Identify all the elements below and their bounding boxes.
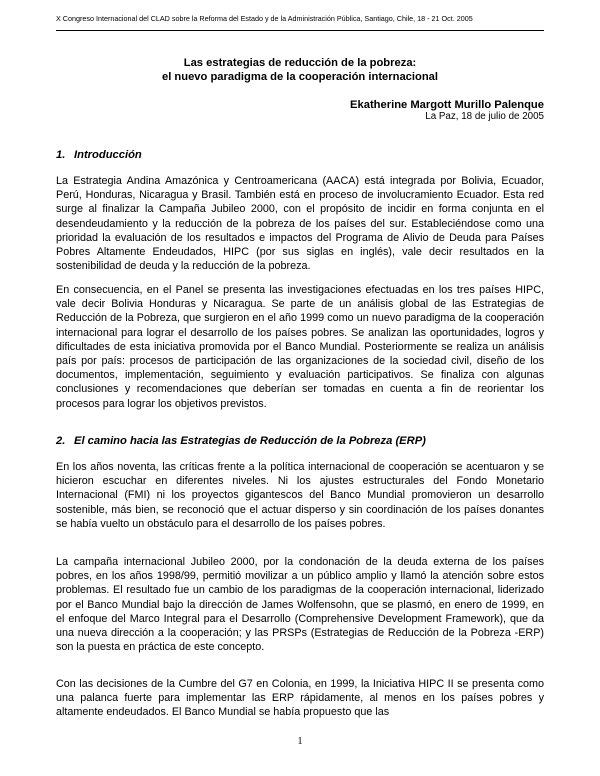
title-line-2: el nuevo paradigma de la cooperación internacional bbox=[161, 71, 439, 83]
paragraph-2-1: En los años noventa, las críticas frente a la política internacional de cooperación se acentuaron y se hicieron escuchar en diferentes niveles. Ni los ajustes estructurales del Fondo Monetario Internacional (FMI) ni los proyectos gigantescos del Banco Mundial promovieron un desarrollo sostenible, más bien, se reconoció que el actuar disperso y sin coordinación de los países donantes se había vuelto un obstáculo para el desarrollo de los países pobres. bbox=[56, 461, 544, 530]
section-title: Introducción bbox=[74, 149, 142, 161]
paragraph-1-2: En consecuencia, en el Panel se presenta las investigaciones efectuadas en los tres países HIPC, vale decir Bolivia Honduras y Nicaragua. Se parte de un análisis global de las Estrategias de Reducción de la Pobreza, que surgieron en el año 1999 como un nuevo paradigma de la cooperación internacional para lograr el desarrollo de los países pobres. Se analizan las oportunidades, logros y dificultades de esta iniciativa promovida por el Banco Mundial. Posteriormente se realiza un análisis país por país: procesos de participación de las organizaciones de la sociedad civil, diseño de los documentos, implementación, seguimiento y evaluación participativos. Se finaliza con algunas conclusiones y recomendaciones que deberían ser tomadas en cuenta a fin de reorientar los procesos para lograr los objetivos previstos. bbox=[56, 284, 544, 410]
section-title: El camino hacia las Estrategias de Reducción de la Pobreza (ERP) bbox=[74, 435, 426, 447]
paper-title bbox=[56, 56, 544, 84]
paragraph-2-3: Con las decisiones de la Cumbre del G7 en Colonia, en 1999, la Iniciativa HIPC II se presenta como una palanca fuerte para implementar las ERP rápidamente, al menos en los países pobres y altamente endeudados. El Banco Mundial se había propuesto que las bbox=[56, 678, 544, 719]
date-line: La Paz, 18 de julio de 2005 bbox=[425, 111, 544, 122]
paragraph-2-2: La campaña internacional Jubileo 2000, por la condonación de la deuda externa de los países pobres, en los años 1998/99, permitió movilizar a un público amplio y llamó la atención sobre estos problemas. El resultado fue un cambio de los paradigmas de la cooperación internacional, liderizado por el Banco Mundial bajo la dirección de James Wolfensohn, que se plasmó, en enero de 1999, en el enfoque del Marco Integral para el Desarrollo (Comprehensive Development Framework), que da una nueva dirección a la cooperación; y las PRSPs (Estrategias de Reducción de la Pobreza -ERP) son la puesta en práctica de este concepto. bbox=[56, 556, 544, 654]
header-rule bbox=[56, 30, 544, 31]
author-name: Ekatherine Margott Murillo Palenque bbox=[350, 99, 544, 111]
section-number: 2. bbox=[56, 435, 66, 447]
title-line-1: Las estrategias de reducción de la pobreza: bbox=[183, 57, 417, 69]
section-heading-2 bbox=[56, 434, 544, 448]
page-number: 1 bbox=[297, 736, 303, 747]
section-heading-1 bbox=[56, 148, 544, 162]
paragraph-1-1: La Estrategia Andina Amazónica y Centroamericana (AACA) está integrada por Bolivia, Ecuador, Perú, Honduras, Nicaragua y Brasil. También está en proceso de involucramiento Ecuador. Esta red surge al finalizar la Campaña Jubileo 2000, con el propósito de incidir en forma conjunta en el desendeudamiento y la reducción de la pobreza de los países del sur. Estableciéndose como una prioridad la evaluación de los resultados e impactos del Programa de Alivio de Deuda para Países Pobres Altamente Endeudados, HIPC (por sus siglas en inglés), vale decir resultados en la sostenibilidad de deuda y la reducción de la pobreza. bbox=[56, 175, 544, 273]
section-number: 1. bbox=[56, 149, 66, 161]
running-header: X Congreso Internacional del CLAD sobre la Reforma del Estado y de la Administración Pública, Santiago, Chile, 18 - 21 Oct. 2005 bbox=[56, 14, 473, 23]
